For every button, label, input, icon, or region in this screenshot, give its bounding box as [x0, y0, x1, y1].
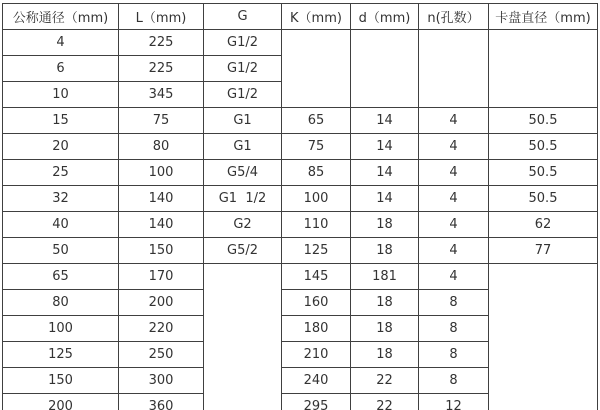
column-header-chuck-diameter: 卡盘直径（mm): [489, 4, 598, 30]
table-cell: 140: [119, 186, 204, 212]
table-cell: G1: [204, 134, 282, 160]
table-cell: 10: [3, 82, 119, 108]
column-header-L: L（mm): [119, 4, 204, 30]
table-cell: 12: [419, 394, 489, 410]
table-cell: 225: [119, 30, 204, 56]
table-cell: 170: [119, 264, 204, 290]
table-cell: 8: [419, 290, 489, 316]
table-cell: G1/2: [204, 30, 282, 56]
table-cell: 50.5: [489, 160, 598, 186]
table-cell: G1/2: [204, 56, 282, 82]
table-cell: 180: [282, 316, 351, 342]
table-cell: 4: [419, 108, 489, 134]
table-cell: 65: [3, 264, 119, 290]
table-cell: 360: [119, 394, 204, 410]
table-cell: G5/2: [204, 238, 282, 264]
table-cell: 125: [3, 342, 119, 368]
table-cell: 125: [282, 238, 351, 264]
table-cell: 140: [119, 212, 204, 238]
table-cell: 22: [351, 394, 419, 410]
table-cell: 295: [282, 394, 351, 410]
table-cell: 250: [119, 342, 204, 368]
table-cell: 40: [3, 212, 119, 238]
table-cell: 8: [419, 368, 489, 394]
table-cell: 20: [3, 134, 119, 160]
table-body: [3, 30, 598, 410]
table-cell: [419, 30, 489, 108]
column-header-d: d（mm): [351, 4, 419, 30]
table-cell: 50.5: [489, 134, 598, 160]
table-cell: 300: [119, 368, 204, 394]
table-cell: 4: [3, 30, 119, 56]
table-row: [3, 160, 598, 186]
table-cell: 80: [119, 134, 204, 160]
table-header-row: [3, 4, 598, 30]
table-cell: 100: [119, 160, 204, 186]
table-cell: 110: [282, 212, 351, 238]
table-cell: 75: [119, 108, 204, 134]
table-cell: G2: [204, 212, 282, 238]
table-cell: 65: [282, 108, 351, 134]
table-cell: [204, 264, 282, 410]
table-cell: 225: [119, 56, 204, 82]
table-row: [3, 108, 598, 134]
table-cell: 4: [419, 134, 489, 160]
table-cell: 150: [119, 238, 204, 264]
table-cell: 77: [489, 238, 598, 264]
table-cell: 200: [3, 394, 119, 410]
table-cell: 4: [419, 212, 489, 238]
table-cell: 181: [351, 264, 419, 290]
table-row: [3, 212, 598, 238]
table-cell: 50: [3, 238, 119, 264]
table-cell: 18: [351, 316, 419, 342]
table-cell: [351, 30, 419, 108]
table-cell: 50.5: [489, 186, 598, 212]
table-cell: 50.5: [489, 108, 598, 134]
table-row: [3, 264, 598, 290]
table-cell: 100: [282, 186, 351, 212]
table-cell: 75: [282, 134, 351, 160]
table-row: [3, 238, 598, 264]
table-cell: 240: [282, 368, 351, 394]
table-cell: 200: [119, 290, 204, 316]
table-cell: 345: [119, 82, 204, 108]
table-cell: 4: [419, 160, 489, 186]
table-header: [3, 4, 598, 30]
table-cell: [282, 30, 351, 108]
table-cell: 150: [3, 368, 119, 394]
column-header-nominal-diameter: 公称通径（mm): [3, 4, 119, 30]
table-cell: G1: [204, 108, 282, 134]
table-cell: 15: [3, 108, 119, 134]
table-cell: 22: [351, 368, 419, 394]
table-cell: 6: [3, 56, 119, 82]
table-cell: 32: [3, 186, 119, 212]
table-cell: 4: [419, 238, 489, 264]
table-cell: 18: [351, 212, 419, 238]
table-cell: 14: [351, 134, 419, 160]
column-header-G: G: [204, 4, 282, 30]
table-cell: 8: [419, 342, 489, 368]
table-cell: 4: [419, 264, 489, 290]
table-cell: 18: [351, 238, 419, 264]
table-cell: G1 1/2: [204, 186, 282, 212]
table-cell: [489, 264, 598, 410]
table-cell: 8: [419, 316, 489, 342]
table-cell: 220: [119, 316, 204, 342]
table-cell: 18: [351, 342, 419, 368]
column-header-n-holes: n(孔数）: [419, 4, 489, 30]
table-cell: 210: [282, 342, 351, 368]
table-cell: 145: [282, 264, 351, 290]
table-cell: 62: [489, 212, 598, 238]
table-cell: [489, 30, 598, 108]
table-cell: 14: [351, 160, 419, 186]
table-cell: 14: [351, 186, 419, 212]
table-cell: G1/2: [204, 82, 282, 108]
table-cell: 25: [3, 160, 119, 186]
table-row: [3, 30, 598, 56]
dimension-spec-table: [2, 3, 598, 410]
table-cell: G5/4: [204, 160, 282, 186]
table-cell: 4: [419, 186, 489, 212]
table-row: [3, 186, 598, 212]
column-header-K: K（mm): [282, 4, 351, 30]
table-cell: 100: [3, 316, 119, 342]
table-cell: 160: [282, 290, 351, 316]
table-cell: 80: [3, 290, 119, 316]
table-cell: 18: [351, 290, 419, 316]
table-row: [3, 134, 598, 160]
table-cell: 85: [282, 160, 351, 186]
table-cell: 14: [351, 108, 419, 134]
